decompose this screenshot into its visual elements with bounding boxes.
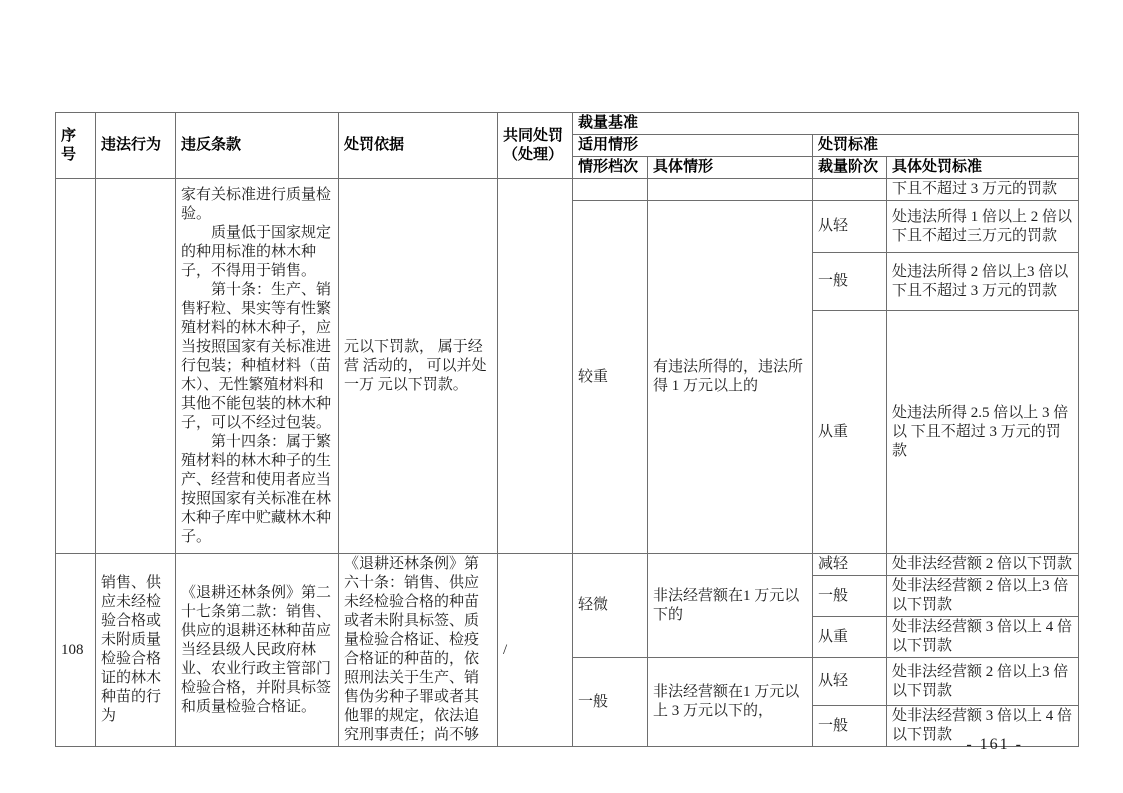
cell-violated-clause-108: 《退耕还林条例》第二十七条第二款：销售、供应的退耕还林种苗应当经县级人民政府林业、农业行政主管部门检验合格，并附具标签和质量检验合格证。 <box>176 554 339 747</box>
cell-standard-carryover: 下且不超过 3 万元的罚款 <box>887 179 1079 201</box>
cell-step-empty <box>813 179 887 201</box>
cell-penalty-basis-continuation: 元以下罚款， 属于经营 活动的， 可以并处一万 元以下罚款。 <box>339 179 498 554</box>
cell-penalty-standard: 处非法经营额 2 倍以下罚款 <box>887 554 1079 576</box>
cell-penalty-standard: 处违法所得 1 倍以上 2 倍以 下且不超过三万元的罚款 <box>887 201 1079 253</box>
header-penalty-basis: 处罚依据 <box>339 113 498 179</box>
cell-discretion-step: 从轻 <box>813 658 887 706</box>
header-penalty-standard: 处罚标准 <box>813 135 1079 157</box>
cell-specific-situation: 有违法所得的，违法所得 1 万元以上的 <box>648 201 813 554</box>
cell-serial-empty <box>56 179 96 554</box>
header-serial-number: 序号 <box>56 113 96 179</box>
cell-discretion-step: 从重 <box>813 311 887 554</box>
page-number: - 161 - <box>966 736 1023 753</box>
cell-joint-penalty-empty <box>498 179 573 554</box>
cell-situation-level: 较重 <box>573 201 648 554</box>
header-discretion-benchmark: 裁量基准 <box>573 113 1079 135</box>
clause-paragraph: 第十四条：属于繁殖材料的林木种子的生产、经营和使用者应当按照国家有关标准在林木种子库中贮藏林木种子。 <box>181 433 332 545</box>
table-row <box>56 554 1079 576</box>
header-violated-clause: 违反条款 <box>176 113 339 179</box>
cell-illegal-act-108: 销售、供应未经检验合格或未附质量检验合格证的林木种苗的行为 <box>96 554 176 747</box>
cell-discretion-step: 从重 <box>813 617 887 658</box>
cell-penalty-standard: 处非法经营额 3 倍以上 4 倍 以下罚款 <box>887 706 1079 747</box>
cell-specific-situation: 非法经营额在1 万元以上 3 万元以下的， <box>648 658 813 747</box>
cell-discretion-step: 减轻 <box>813 554 887 576</box>
cell-penalty-standard: 处非法经营额 2 倍以上3 倍 以下罚款 <box>887 658 1079 706</box>
header-situation-level: 情形档次 <box>573 157 648 179</box>
cell-violated-clause-continuation <box>176 179 339 554</box>
cell-joint-penalty-108: / <box>498 554 573 747</box>
clause-paragraph: 第十条：生产、销售籽粒、果实等有性繁殖材料的林木种子，应当按照国家有关标准进行包装；种植材料（苗木）、无性繁殖材料和其他不能包装的林木种子，可以不经过包装。 <box>181 281 332 431</box>
cell-specific-situation-empty <box>648 179 813 201</box>
header-discretion-step: 裁量阶次 <box>813 157 887 179</box>
clause-paragraph: 家有关标准进行质量检验。 <box>181 186 332 222</box>
cell-penalty-standard: 处违法所得 2 倍以上3 倍以 下且不超过 3 万元的罚款 <box>887 253 1079 311</box>
header-joint-penalty: 共同处罚（处理） <box>498 113 573 179</box>
header-row-1 <box>56 113 1079 135</box>
cell-penalty-standard: 处非法经营额 3 倍以上 4 倍 以下罚款 <box>887 617 1079 658</box>
header-specific-penalty-standard: 具体处罚标准 <box>887 157 1079 179</box>
penalty-discretion-table <box>55 112 1079 747</box>
header-illegal-act: 违法行为 <box>96 113 176 179</box>
header-specific-situation: 具体情形 <box>648 157 813 179</box>
header-applicable-situation: 适用情形 <box>573 135 813 157</box>
cell-penalty-standard: 处违法所得 2.5 倍以上 3 倍以 下且不超过 3 万元的罚款 <box>887 311 1079 554</box>
cell-penalty-basis-108: 《退耕还林条例》第六十条：销售、供应未经检验合格的种苗或者未附具标签、质量检验合格证、检疫合格证的种苗的，依照刑法关于生产、销售伪劣种子罪或者其他罪的规定，依法追究刑事责任；尚不够 <box>339 554 498 747</box>
cell-situation-level-empty <box>573 179 648 201</box>
cell-discretion-step: 一般 <box>813 576 887 617</box>
table-row <box>56 179 1079 201</box>
cell-situation-level: 轻微 <box>573 554 648 658</box>
cell-illegal-act-empty <box>96 179 176 554</box>
cell-specific-situation: 非法经营额在1 万元以下的 <box>648 554 813 658</box>
cell-discretion-step: 从轻 <box>813 201 887 253</box>
cell-discretion-step: 一般 <box>813 253 887 311</box>
clause-paragraph: 质量低于国家规定的种用标准的林木种子，不得用于销售。 <box>181 224 332 279</box>
cell-penalty-standard: 处非法经营额 2 倍以上3 倍 以下罚款 <box>887 576 1079 617</box>
cell-serial-108: 108 <box>56 554 96 747</box>
cell-situation-level: 一般 <box>573 658 648 747</box>
cell-discretion-step: 一般 <box>813 706 887 747</box>
